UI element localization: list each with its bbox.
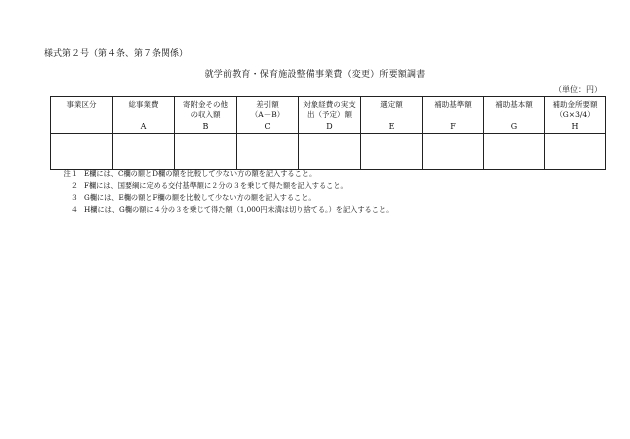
header-cell-selected-amount: 選定額 E bbox=[361, 97, 423, 134]
note-item: 注１ E欄には、C欄の額とD欄の額を比較して少ない方の額を記入すること。 bbox=[63, 169, 317, 178]
input-cell-a[interactable] bbox=[113, 134, 175, 170]
document-title: 就学前教育・保育施設整備事業費（変更）所要額調書 bbox=[204, 70, 426, 80]
unit-label: （単位：円） bbox=[554, 85, 602, 94]
header-cell-total-cost: 総事業費 A bbox=[113, 97, 175, 134]
notes-section bbox=[56, 168, 393, 216]
header-cell-standard-amount: 補助基準額 F bbox=[423, 97, 484, 134]
header-cell-actual-expense: 対象経費の実支 出（予定）額 D bbox=[299, 97, 361, 134]
budget-table bbox=[50, 96, 606, 170]
input-cell-b[interactable] bbox=[175, 134, 237, 170]
input-cell-e[interactable] bbox=[361, 134, 423, 170]
input-cell-d[interactable] bbox=[299, 134, 361, 170]
form-number: 様式第２号（第４条、第７条関係） bbox=[44, 49, 189, 59]
input-cell-f[interactable] bbox=[423, 134, 484, 170]
header-cell-difference: 差引額 （A－B） C bbox=[237, 97, 299, 134]
header-cell-category: 事業区分 bbox=[51, 97, 113, 134]
input-cell-c[interactable] bbox=[237, 134, 299, 170]
header-cell-required-subsidy: 補助金所要額 （G×3/4） H bbox=[545, 97, 606, 134]
note-item: ３ G欄には、E欄の額とF欄の額を比較して少ない方の額を記入すること。 bbox=[70, 193, 316, 202]
note-item: ２ F欄には、国要綱に定める交付基準額に２分の３を乗じて得た額を記入すること。 bbox=[70, 181, 348, 190]
input-cell-category[interactable] bbox=[51, 134, 113, 170]
header-cell-donations: 寄附金その他 の収入額 B bbox=[175, 97, 237, 134]
header-row bbox=[51, 97, 606, 134]
note-item: ４ H欄には、G欄の額に４分の３を乗じて得た額（1,000円未満は切り捨てる。）を記入すること。 bbox=[70, 205, 394, 214]
input-cell-h[interactable] bbox=[545, 134, 606, 170]
header-cell-basic-amount: 補助基本額 G bbox=[484, 97, 545, 134]
table-row bbox=[51, 134, 606, 170]
input-cell-g[interactable] bbox=[484, 134, 545, 170]
